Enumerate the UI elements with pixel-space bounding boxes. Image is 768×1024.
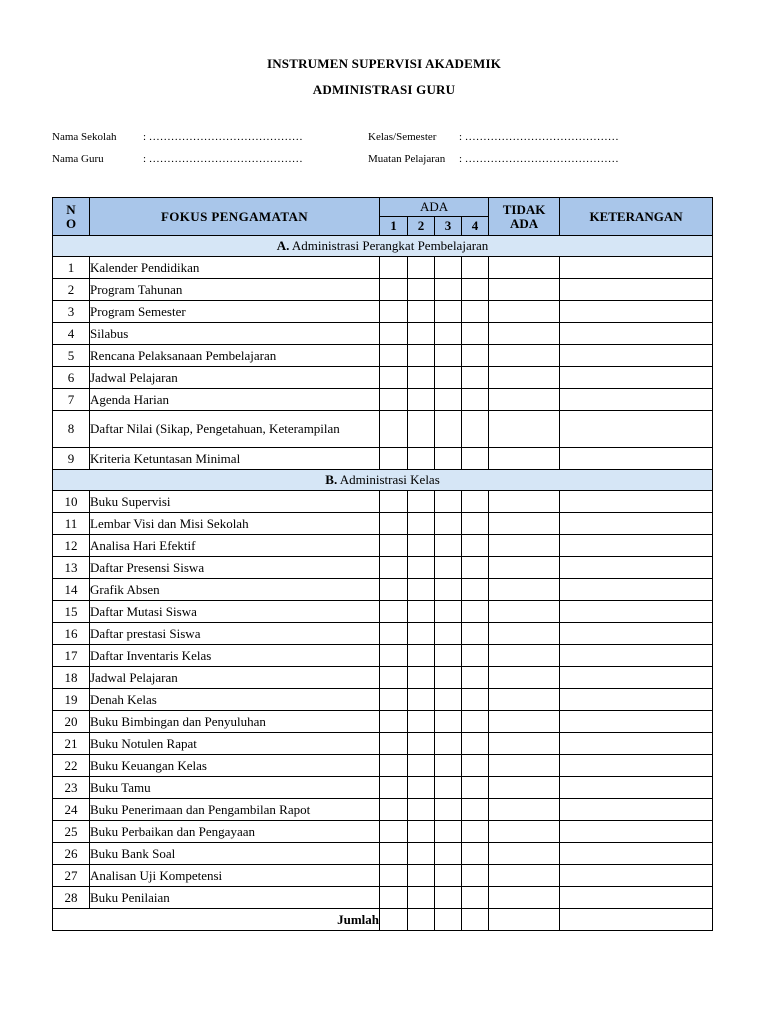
table-row [53, 279, 713, 301]
row-number: 10 [53, 491, 90, 513]
supervision-table [52, 197, 713, 931]
table-row [53, 411, 713, 448]
ada-1-cell[interactable] [380, 689, 408, 711]
row-number: 27 [53, 865, 90, 887]
ada-3-cell[interactable] [435, 491, 462, 513]
keterangan-cell[interactable] [560, 887, 713, 909]
ada-4-cell[interactable] [462, 279, 489, 301]
ada-2-cell[interactable] [408, 535, 435, 557]
keterangan-cell[interactable] [560, 411, 713, 448]
ada-1-cell[interactable] [380, 755, 408, 777]
tidak-ada-cell[interactable] [489, 301, 560, 323]
ada-4-cell[interactable] [462, 623, 489, 645]
row-item: Grafik Absen [90, 579, 380, 601]
section-b-header [53, 470, 713, 491]
table-row [53, 323, 713, 345]
row-item: Silabus [90, 323, 380, 345]
ada-2-cell[interactable] [408, 323, 435, 345]
table-row [53, 448, 713, 470]
ada-3-cell[interactable] [435, 755, 462, 777]
ada-4-cell[interactable] [462, 799, 489, 821]
muatan-pelajaran-field[interactable]: : …………………………………… [459, 153, 619, 165]
tidak-ada-cell[interactable] [489, 323, 560, 345]
table-row [53, 689, 713, 711]
row-number: 18 [53, 667, 90, 689]
row-number: 14 [53, 579, 90, 601]
tidak-ada-cell[interactable] [489, 777, 560, 799]
table-row [53, 491, 713, 513]
tidak-ada-cell[interactable] [489, 513, 560, 535]
keterangan-cell[interactable] [560, 301, 713, 323]
row-number: 21 [53, 733, 90, 755]
ada-2-cell[interactable] [408, 623, 435, 645]
ada-1-cell[interactable] [380, 491, 408, 513]
ada-4-cell[interactable] [462, 645, 489, 667]
table-row [53, 535, 713, 557]
keterangan-cell[interactable] [560, 491, 713, 513]
ada-1-cell[interactable] [380, 601, 408, 623]
row-item: Buku Perbaikan dan Pengayaan [90, 821, 380, 843]
ada-3-cell[interactable] [435, 799, 462, 821]
row-number: 15 [53, 601, 90, 623]
ada-2-cell[interactable] [408, 711, 435, 733]
row-item: Jadwal Pelajaran [90, 367, 380, 389]
keterangan-cell[interactable] [560, 821, 713, 843]
row-number: 5 [53, 345, 90, 367]
table-row [53, 301, 713, 323]
row-item: Buku Notulen Rapat [90, 733, 380, 755]
ada-4-cell[interactable] [462, 491, 489, 513]
table-row [53, 557, 713, 579]
ada-2-cell[interactable] [408, 367, 435, 389]
row-number: 11 [53, 513, 90, 535]
ada-3-cell[interactable] [435, 513, 462, 535]
header-keterangan: KETERANGAN [560, 198, 713, 236]
ada-4-cell[interactable] [462, 557, 489, 579]
keterangan-cell[interactable] [560, 711, 713, 733]
ada-3-cell[interactable] [435, 279, 462, 301]
ada-4-cell[interactable] [462, 535, 489, 557]
row-item: Rencana Pelaksanaan Pembelajaran [90, 345, 380, 367]
row-item: Buku Supervisi [90, 491, 380, 513]
ada-4-cell[interactable] [462, 821, 489, 843]
row-number: 16 [53, 623, 90, 645]
ada-3-cell[interactable] [435, 579, 462, 601]
row-item: Buku Keuangan Kelas [90, 755, 380, 777]
jumlah-ada-1[interactable] [380, 909, 408, 931]
section-b-title: Administrasi Kelas [339, 472, 440, 487]
ada-1-cell[interactable] [380, 579, 408, 601]
ada-4-cell[interactable] [462, 843, 489, 865]
document-title: INSTRUMEN SUPERVISI AKADEMIK [266, 56, 502, 71]
ada-1-cell[interactable] [380, 557, 408, 579]
table-row [53, 579, 713, 601]
ada-4-cell[interactable] [462, 777, 489, 799]
row-number: 23 [53, 777, 90, 799]
ada-4-cell[interactable] [462, 601, 489, 623]
ada-1-cell[interactable] [380, 887, 408, 909]
ada-2-cell[interactable] [408, 579, 435, 601]
ada-2-cell[interactable] [408, 491, 435, 513]
keterangan-cell[interactable] [560, 799, 713, 821]
jumlah-keterangan[interactable] [560, 909, 713, 931]
ada-1-cell[interactable] [380, 411, 408, 448]
table-row [53, 799, 713, 821]
table-row [53, 865, 713, 887]
ada-1-cell[interactable] [380, 799, 408, 821]
row-item: Program Semester [90, 301, 380, 323]
tidak-ada-cell[interactable] [489, 411, 560, 448]
ada-1-cell[interactable] [380, 389, 408, 411]
tidak-ada-cell[interactable] [489, 491, 560, 513]
row-item: Kriteria Ketuntasan Minimal [90, 448, 380, 470]
table-row [53, 367, 713, 389]
keterangan-cell[interactable] [560, 733, 713, 755]
ada-1-cell[interactable] [380, 323, 408, 345]
table-row [53, 257, 713, 279]
ada-2-cell[interactable] [408, 257, 435, 279]
ada-4-cell[interactable] [462, 367, 489, 389]
tidak-ada-cell[interactable] [489, 345, 560, 367]
ada-3-cell[interactable] [435, 887, 462, 909]
keterangan-cell[interactable] [560, 279, 713, 301]
row-item: Daftar Nilai (Sikap, Pengetahuan, Keterampilan [90, 411, 380, 448]
keterangan-cell[interactable] [560, 689, 713, 711]
table-row [53, 821, 713, 843]
row-item: Daftar Mutasi Siswa [90, 601, 380, 623]
jumlah-tidak-ada[interactable] [489, 909, 560, 931]
info-kelas-semester [368, 131, 436, 143]
row-number: 3 [53, 301, 90, 323]
ada-1-cell[interactable] [380, 821, 408, 843]
nama-sekolah-label: Nama Sekolah [52, 131, 117, 143]
keterangan-cell[interactable] [560, 755, 713, 777]
ada-4-cell[interactable] [462, 323, 489, 345]
ada-3-cell[interactable] [435, 367, 462, 389]
keterangan-cell[interactable] [560, 323, 713, 345]
ada-3-cell[interactable] [435, 557, 462, 579]
table-row [53, 345, 713, 367]
ada-3-cell[interactable] [435, 645, 462, 667]
table-row [53, 887, 713, 909]
ada-3-cell[interactable] [435, 843, 462, 865]
ada-2-cell[interactable] [408, 821, 435, 843]
ada-1-cell[interactable] [380, 733, 408, 755]
keterangan-cell[interactable] [560, 777, 713, 799]
ada-4-cell[interactable] [462, 887, 489, 909]
ada-1-cell[interactable] [380, 535, 408, 557]
ada-3-cell[interactable] [435, 301, 462, 323]
nama-guru-label: Nama Guru [52, 153, 104, 165]
row-number: 12 [53, 535, 90, 557]
table-row [53, 711, 713, 733]
muatan-pelajaran-label: Muatan Pelajaran [368, 153, 446, 165]
ada-2-cell[interactable] [408, 865, 435, 887]
table-row [53, 601, 713, 623]
row-number: 26 [53, 843, 90, 865]
ada-4-cell[interactable] [462, 513, 489, 535]
ada-3-cell[interactable] [435, 257, 462, 279]
ada-1-cell[interactable] [380, 623, 408, 645]
section-a-title: Administrasi Perangkat Pembelajaran [291, 238, 489, 253]
header-ada: ADA [380, 198, 489, 217]
table-row [53, 513, 713, 535]
ada-3-cell[interactable] [435, 601, 462, 623]
info-muatan-pelajaran [368, 153, 445, 165]
table-row [53, 755, 713, 777]
tidak-ada-cell[interactable] [489, 843, 560, 865]
ada-3-cell[interactable] [435, 689, 462, 711]
table-row [53, 777, 713, 799]
row-number: 17 [53, 645, 90, 667]
ada-2-cell[interactable] [408, 389, 435, 411]
ada-4-cell[interactable] [462, 865, 489, 887]
ada-2-cell[interactable] [408, 513, 435, 535]
tidak-ada-cell[interactable] [489, 865, 560, 887]
row-number: 2 [53, 279, 90, 301]
ada-3-cell[interactable] [435, 777, 462, 799]
keterangan-cell[interactable] [560, 513, 713, 535]
row-item: Program Tahunan [90, 279, 380, 301]
keterangan-cell[interactable] [560, 257, 713, 279]
ada-1-cell[interactable] [380, 301, 408, 323]
row-item: Buku Bimbingan dan Penyuluhan [90, 711, 380, 733]
table-row [53, 733, 713, 755]
row-number: 25 [53, 821, 90, 843]
tidak-ada-cell[interactable] [489, 557, 560, 579]
row-number: 22 [53, 755, 90, 777]
row-number: 4 [53, 323, 90, 345]
ada-2-cell[interactable] [408, 799, 435, 821]
ada-2-cell[interactable] [408, 733, 435, 755]
row-item: Buku Bank Soal [90, 843, 380, 865]
section-b-label: B. [325, 472, 338, 487]
ada-2-cell[interactable] [408, 645, 435, 667]
ada-1-cell[interactable] [380, 865, 408, 887]
tidak-ada-cell[interactable] [489, 755, 560, 777]
ada-3-cell[interactable] [435, 345, 462, 367]
tidak-ada-cell[interactable] [489, 821, 560, 843]
row-item: Denah Kelas [90, 689, 380, 711]
row-number: 13 [53, 557, 90, 579]
ada-4-cell[interactable] [462, 411, 489, 448]
table-row [53, 667, 713, 689]
nama-guru-field[interactable]: : …………………………………… [143, 153, 303, 165]
row-number: 24 [53, 799, 90, 821]
ada-2-cell[interactable] [408, 448, 435, 470]
keterangan-cell[interactable] [560, 579, 713, 601]
tidak-ada-cell[interactable] [489, 389, 560, 411]
ada-4-cell[interactable] [462, 755, 489, 777]
row-item: Buku Penilaian [90, 887, 380, 909]
header-tidak-ada: TIDAK ADA [489, 198, 560, 236]
jumlah-label: Jumlah [53, 909, 380, 931]
tidak-ada-cell[interactable] [489, 448, 560, 470]
header-ada-1: 1 [380, 217, 408, 236]
tidak-ada-cell[interactable] [489, 645, 560, 667]
info-nama-guru [52, 153, 104, 165]
keterangan-cell[interactable] [560, 645, 713, 667]
ada-2-cell[interactable] [408, 689, 435, 711]
keterangan-cell[interactable] [560, 448, 713, 470]
ada-2-cell[interactable] [408, 279, 435, 301]
tidak-ada-cell[interactable] [489, 887, 560, 909]
ada-1-cell[interactable] [380, 345, 408, 367]
row-number: 20 [53, 711, 90, 733]
row-item: Lembar Visi dan Misi Sekolah [90, 513, 380, 535]
ada-2-cell[interactable] [408, 601, 435, 623]
tidak-ada-cell[interactable] [489, 535, 560, 557]
ada-1-cell[interactable] [380, 448, 408, 470]
row-item: Buku Tamu [90, 777, 380, 799]
keterangan-cell[interactable] [560, 667, 713, 689]
ada-4-cell[interactable] [462, 389, 489, 411]
row-item: Buku Penerimaan dan Pengambilan Rapot [90, 799, 380, 821]
ada-4-cell[interactable] [462, 579, 489, 601]
tidak-ada-cell[interactable] [489, 667, 560, 689]
ada-3-cell[interactable] [435, 667, 462, 689]
row-item: Analisan Uji Kompetensi [90, 865, 380, 887]
jumlah-ada-3[interactable] [435, 909, 462, 931]
ada-1-cell[interactable] [380, 711, 408, 733]
ada-1-cell[interactable] [380, 257, 408, 279]
row-number: 28 [53, 887, 90, 909]
row-item: Analisa Hari Efektif [90, 535, 380, 557]
section-a-header [53, 236, 713, 257]
ada-3-cell[interactable] [435, 865, 462, 887]
kelas-semester-field[interactable]: : …………………………………… [459, 131, 619, 143]
ada-3-cell[interactable] [435, 411, 462, 448]
ada-4-cell[interactable] [462, 667, 489, 689]
ada-2-cell[interactable] [408, 667, 435, 689]
jumlah-ada-4[interactable] [462, 909, 489, 931]
ada-3-cell[interactable] [435, 711, 462, 733]
ada-4-cell[interactable] [462, 711, 489, 733]
ada-4-cell[interactable] [462, 448, 489, 470]
section-a-label: A. [276, 238, 290, 253]
row-item: Agenda Harian [90, 389, 380, 411]
ada-4-cell[interactable] [462, 257, 489, 279]
ada-1-cell[interactable] [380, 279, 408, 301]
header-ada-3: 3 [435, 217, 462, 236]
ada-4-cell[interactable] [462, 733, 489, 755]
ada-3-cell[interactable] [435, 323, 462, 345]
ada-3-cell[interactable] [435, 448, 462, 470]
row-number: 19 [53, 689, 90, 711]
row-number: 1 [53, 257, 90, 279]
table-row [53, 623, 713, 645]
ada-1-cell[interactable] [380, 645, 408, 667]
row-item: Daftar prestasi Siswa [90, 623, 380, 645]
document-subtitle: ADMINISTRASI GURU [312, 82, 456, 97]
tidak-ada-cell[interactable] [489, 711, 560, 733]
tidak-ada-cell[interactable] [489, 367, 560, 389]
row-number: 7 [53, 389, 90, 411]
tidak-ada-cell[interactable] [489, 799, 560, 821]
tidak-ada-cell[interactable] [489, 257, 560, 279]
keterangan-cell[interactable] [560, 389, 713, 411]
tidak-ada-cell[interactable] [489, 623, 560, 645]
ada-3-cell[interactable] [435, 389, 462, 411]
nama-sekolah-field[interactable]: : …………………………………… [143, 131, 303, 143]
keterangan-cell[interactable] [560, 345, 713, 367]
tidak-ada-cell[interactable] [489, 579, 560, 601]
header-ada-2: 2 [408, 217, 435, 236]
ada-2-cell[interactable] [408, 301, 435, 323]
header-no: N O [53, 198, 90, 236]
ada-1-cell[interactable] [380, 843, 408, 865]
header-ada-4: 4 [462, 217, 489, 236]
row-item: Daftar Inventaris Kelas [90, 645, 380, 667]
row-number: 9 [53, 448, 90, 470]
row-item: Jadwal Pelajaran [90, 667, 380, 689]
row-item: Daftar Presensi Siswa [90, 557, 380, 579]
table-row [53, 843, 713, 865]
ada-3-cell[interactable] [435, 733, 462, 755]
ada-4-cell[interactable] [462, 689, 489, 711]
tidak-ada-cell[interactable] [489, 601, 560, 623]
ada-4-cell[interactable] [462, 345, 489, 367]
table-row [53, 645, 713, 667]
kelas-semester-label: Kelas/Semester [368, 131, 437, 143]
tidak-ada-cell[interactable] [489, 279, 560, 301]
keterangan-cell[interactable] [560, 367, 713, 389]
jumlah-ada-2[interactable] [408, 909, 435, 931]
ada-2-cell[interactable] [408, 887, 435, 909]
keterangan-cell[interactable] [560, 843, 713, 865]
ada-2-cell[interactable] [408, 345, 435, 367]
keterangan-cell[interactable] [560, 865, 713, 887]
ada-3-cell[interactable] [435, 623, 462, 645]
keterangan-cell[interactable] [560, 601, 713, 623]
tidak-ada-cell[interactable] [489, 733, 560, 755]
ada-1-cell[interactable] [380, 667, 408, 689]
row-number: 8 [53, 411, 90, 448]
ada-1-cell[interactable] [380, 367, 408, 389]
ada-3-cell[interactable] [435, 821, 462, 843]
ada-3-cell[interactable] [435, 535, 462, 557]
ada-4-cell[interactable] [462, 301, 489, 323]
keterangan-cell[interactable] [560, 623, 713, 645]
ada-2-cell[interactable] [408, 755, 435, 777]
tidak-ada-cell[interactable] [489, 689, 560, 711]
info-nama-sekolah [52, 131, 116, 143]
ada-2-cell[interactable] [408, 777, 435, 799]
ada-2-cell[interactable] [408, 843, 435, 865]
ada-2-cell[interactable] [408, 557, 435, 579]
ada-1-cell[interactable] [380, 777, 408, 799]
keterangan-cell[interactable] [560, 535, 713, 557]
header-fokus-pengamatan: FOKUS PENGAMATAN [90, 198, 380, 236]
row-number: 6 [53, 367, 90, 389]
table-row [53, 389, 713, 411]
ada-2-cell[interactable] [408, 411, 435, 448]
keterangan-cell[interactable] [560, 557, 713, 579]
ada-1-cell[interactable] [380, 513, 408, 535]
row-item: Kalender Pendidikan [90, 257, 380, 279]
